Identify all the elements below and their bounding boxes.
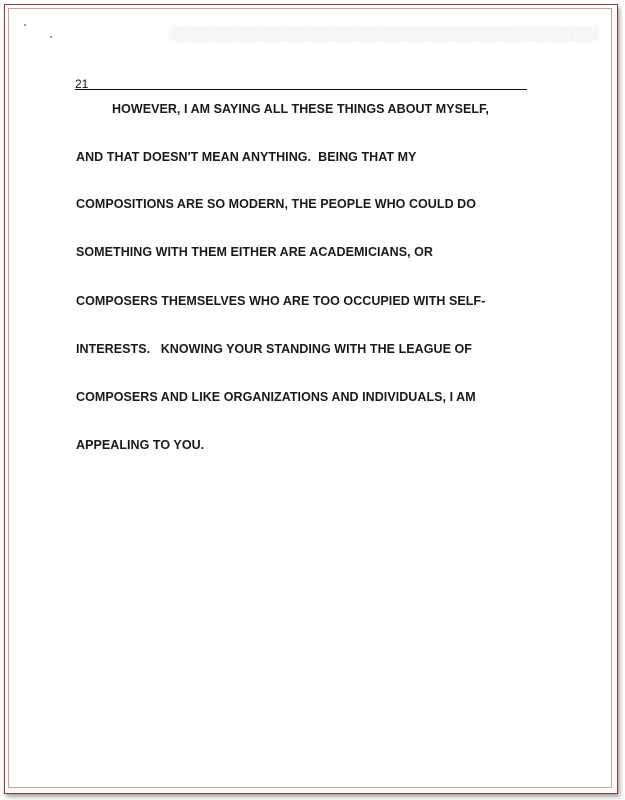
body-line: COMPOSERS AND LIKE ORGANIZATIONS AND INDIVIDUALS, I AM (76, 390, 476, 404)
body-line: APPEALING TO YOU. (76, 438, 205, 452)
body-line: HOWEVER, I AM SAYING ALL THESE THINGS ABOUT MYSELF, (112, 102, 489, 116)
body-line: COMPOSITIONS ARE SO MODERN, THE PEOPLE WHO COULD DO (76, 197, 477, 211)
page-number: 21 (75, 77, 89, 91)
body-line: SOMETHING WITH THEM EITHER ARE ACADEMICIANS, OR (76, 245, 433, 259)
body-line: AND THAT DOESN'T MEAN ANYTHING. BEING THAT MY (76, 150, 417, 164)
scan-speck (50, 36, 52, 38)
body-line: COMPOSERS THEMSELVES WHO ARE TOO OCCUPIED WITH SELF- (76, 294, 486, 308)
scan-artifact (170, 26, 600, 42)
body-line: INTERESTS. KNOWING YOUR STANDING WITH THE LEAGUE OF (76, 342, 472, 356)
header-rule (75, 89, 527, 90)
scan-speck (24, 24, 26, 26)
